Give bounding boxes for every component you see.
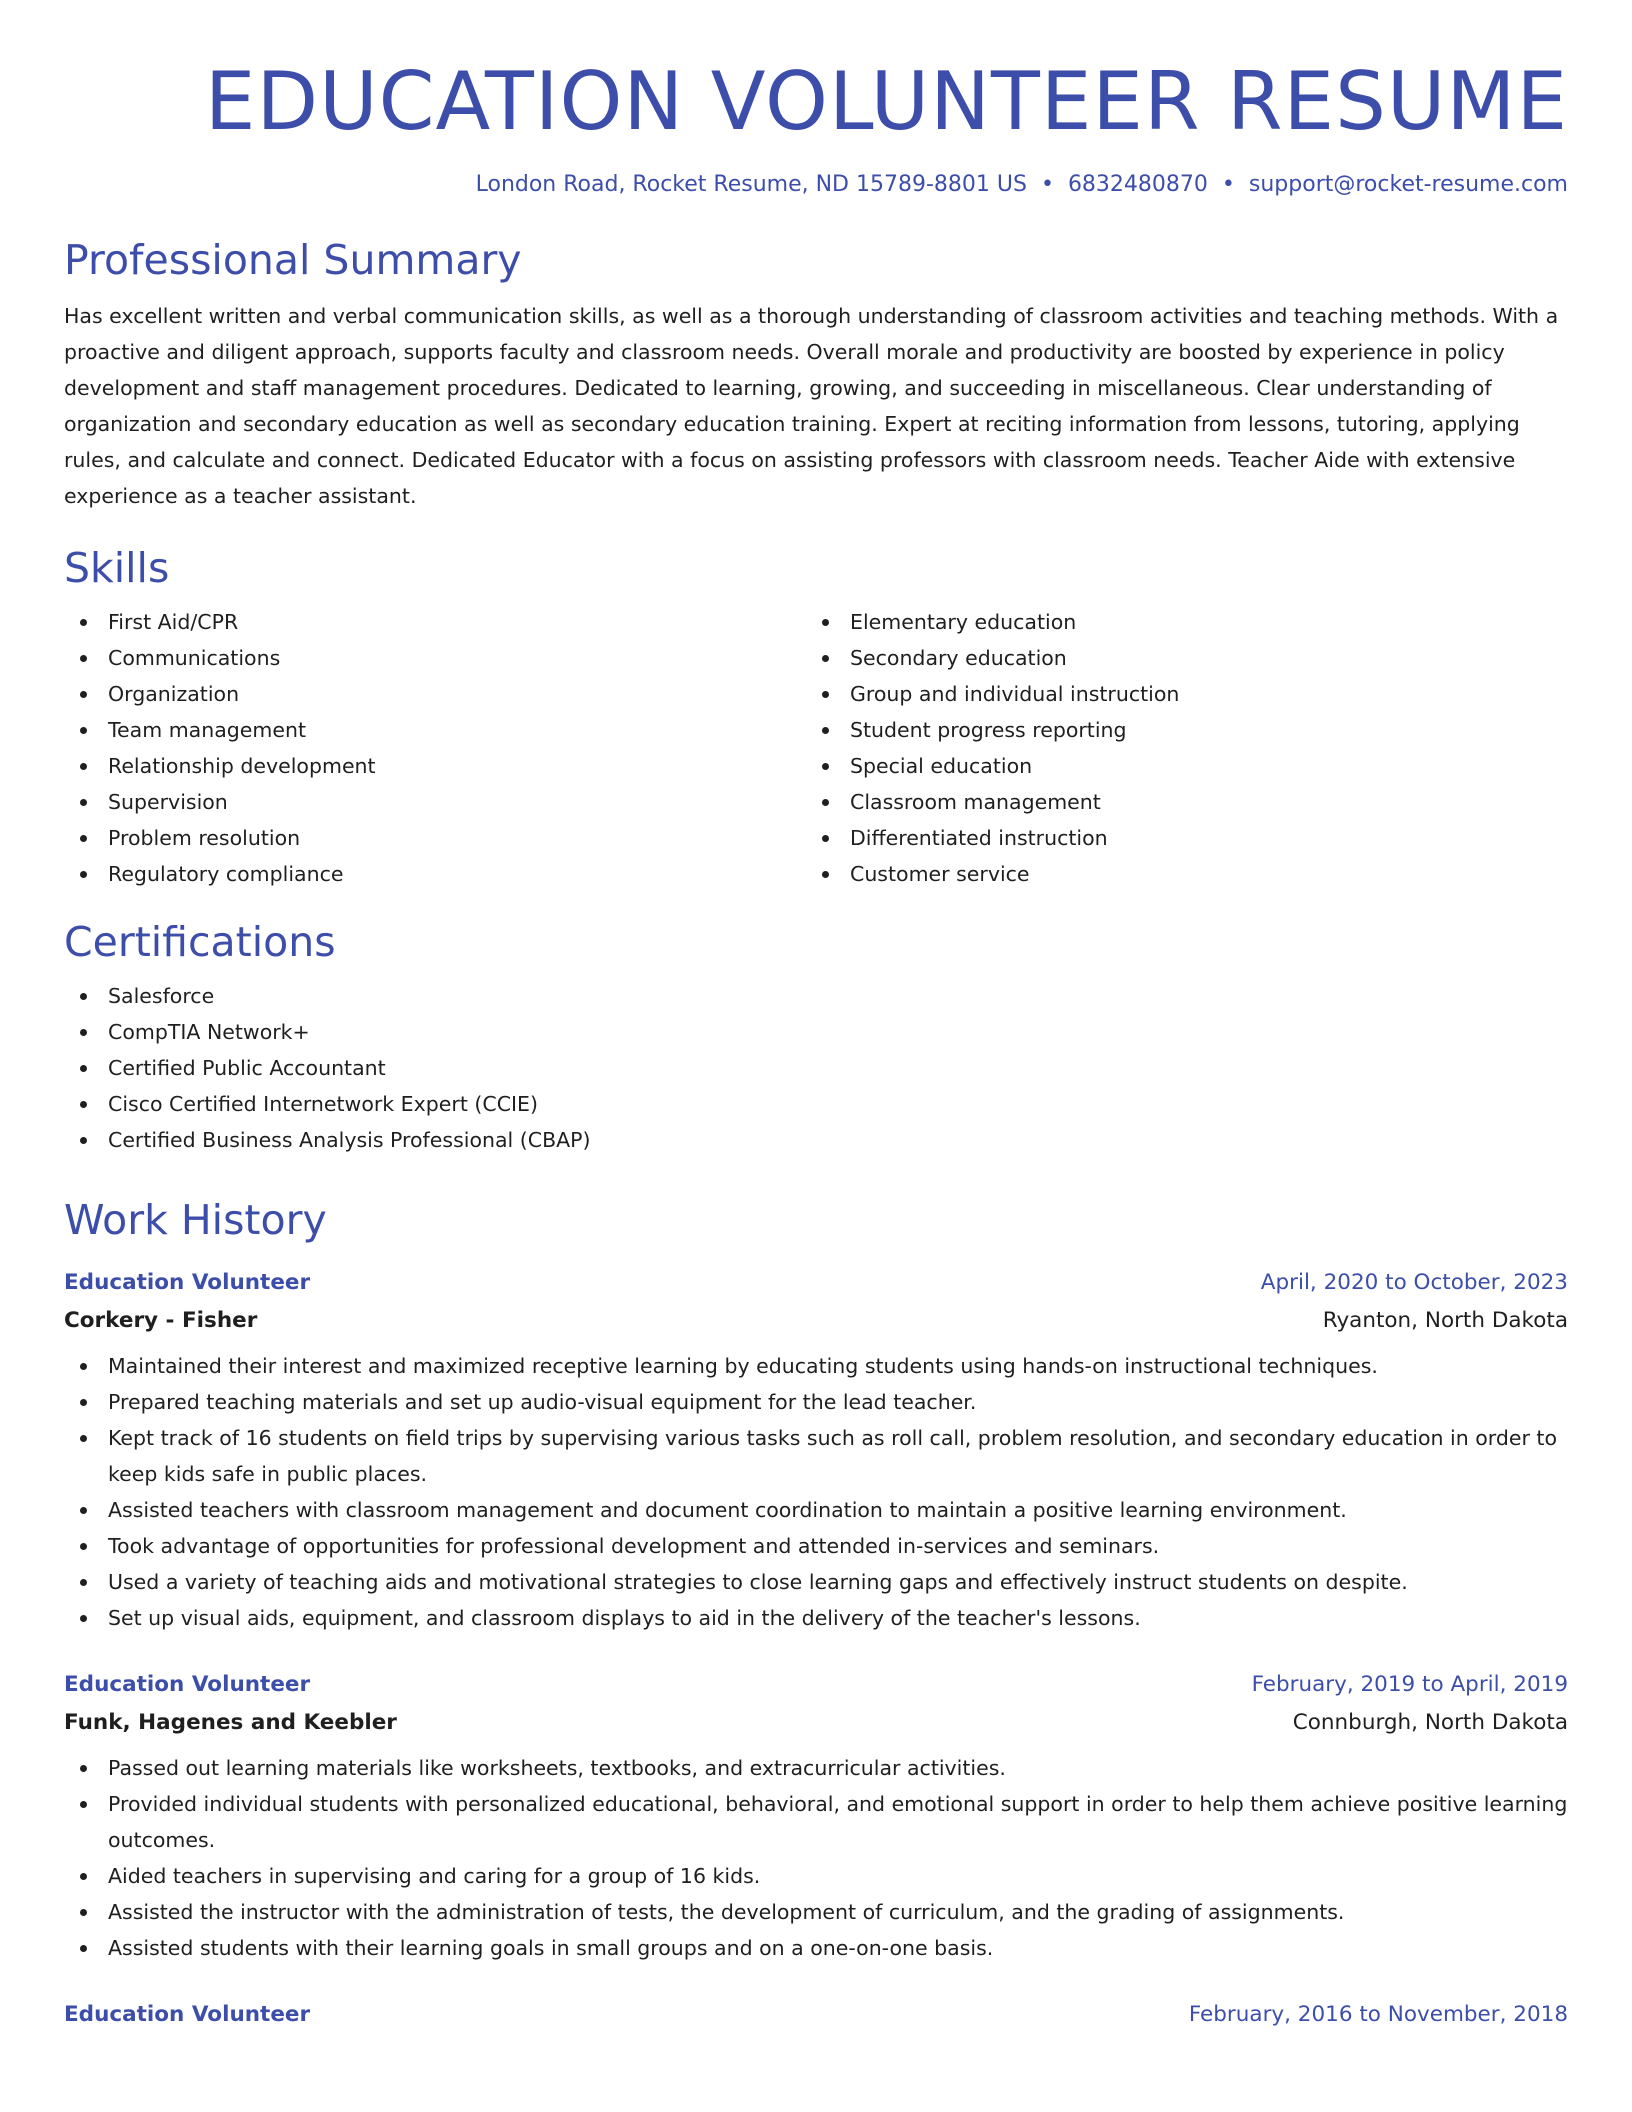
skill-item: Differentiated instruction	[806, 820, 1548, 856]
skill-item: Team management	[64, 712, 806, 748]
job-bullet: Assisted teachers with classroom management and document coordination to maintain a positive learning environment.	[64, 1492, 1568, 1528]
contact-line	[64, 170, 1568, 200]
job-subheader	[64, 1708, 1568, 1738]
contact-separator: •	[1040, 172, 1054, 197]
work-history-heading: Work History	[64, 1196, 327, 1244]
job-title: Education Volunteer	[64, 1270, 311, 1295]
contact-address: London Road, Rocket Resume, ND 15789-8801 US	[475, 172, 1027, 197]
skill-item: Organization	[64, 676, 806, 712]
skills-heading: Skills	[64, 544, 170, 592]
skill-item: Problem resolution	[64, 820, 806, 856]
certification-item: Certified Public Accountant	[64, 1050, 1568, 1086]
job-company: Corkery - Fisher	[64, 1308, 258, 1333]
skill-item: Student progress reporting	[806, 712, 1548, 748]
certifications-heading: Certifications	[64, 918, 336, 966]
certification-item: Cisco Certified Internetwork Expert (CCIE)	[64, 1086, 1568, 1122]
contact-separator: •	[1221, 172, 1235, 197]
certifications-list	[64, 978, 1568, 1158]
job-entry	[64, 1670, 1568, 1966]
skill-item: Special education	[806, 748, 1548, 784]
resume-page	[64, 0, 1568, 2030]
contact-phone: 6832480870	[1067, 172, 1208, 197]
job-bullet: Maintained their interest and maximized receptive learning by educating students using hands-on instructional techniques.	[64, 1348, 1568, 1384]
job-bullet: Set up visual aids, equipment, and classroom displays to aid in the delivery of the teacher's lessons.	[64, 1600, 1568, 1636]
skill-item: Communications	[64, 640, 806, 676]
job-bullet: Provided individual students with personalized educational, behavioral, and emotional support in order to help them achieve positive learning outcomes.	[64, 1786, 1568, 1858]
resume-title: EDUCATION VOLUNTEER RESUME	[204, 55, 1568, 148]
job-entry	[64, 2000, 1568, 2030]
skill-item: Customer service	[806, 856, 1548, 892]
summary-heading: Professional Summary	[64, 236, 522, 284]
job-dates: February, 2019 to April, 2019	[1251, 1672, 1568, 1697]
job-header	[64, 1268, 1568, 1298]
job-title: Education Volunteer	[64, 1672, 311, 1697]
job-dates: February, 2016 to November, 2018	[1188, 2002, 1568, 2027]
skill-item: Classroom management	[806, 784, 1548, 820]
job-subheader	[64, 1306, 1568, 1336]
skill-item: Group and individual instruction	[806, 676, 1548, 712]
job-bullet: Assisted students with their learning goals in small groups and on a one-on-one basis.	[64, 1930, 1568, 1966]
skill-item: Relationship development	[64, 748, 806, 784]
contact-email[interactable]: support@rocket-resume.com	[1248, 172, 1568, 197]
skill-item: Regulatory compliance	[64, 856, 806, 892]
skill-item: First Aid/CPR	[64, 604, 806, 640]
job-location: Connburgh, North Dakota	[1292, 1710, 1568, 1735]
job-bullet: Aided teachers in supervising and caring for a group of 16 kids.	[64, 1858, 1568, 1894]
job-title: Education Volunteer	[64, 2002, 311, 2027]
job-dates: April, 2020 to October, 2023	[1260, 1270, 1568, 1295]
job-bullet: Assisted the instructor with the administration of tests, the development of curriculum, and the grading of assignments.	[64, 1894, 1568, 1930]
skill-item: Secondary education	[806, 640, 1548, 676]
job-bullets	[64, 1348, 1568, 1636]
certification-item: Certified Business Analysis Professional (CBAP)	[64, 1122, 1568, 1158]
summary-text: Has excellent written and verbal communication skills, as well as a thorough understanding of classroom activities and teaching methods. With a proactive and diligent approach, supports faculty and classroom needs. Overall morale and productivity are boosted by experience in policy development and staff management procedures. Dedicated to learning, growing, and succeeding in miscellaneous. Clear understanding of organization and secondary education as well as secondary education training. Expert at reciting information from lessons, tutoring, applying rules, and calculate and connect. Dedicated Educator with a focus on assisting professors with classroom needs. Teacher Aide with extensive experience as a teacher assistant.	[64, 304, 1559, 508]
skills-list-left	[64, 604, 806, 892]
skill-item: Supervision	[64, 784, 806, 820]
skill-item: Elementary education	[806, 604, 1548, 640]
job-location: Ryanton, North Dakota	[1322, 1308, 1568, 1333]
job-header	[64, 2000, 1568, 2030]
job-entry	[64, 1268, 1568, 1636]
skills-columns	[64, 604, 1568, 892]
job-bullet: Kept track of 16 students on field trips by supervising various tasks such as roll call, problem resolution, and secondary education in order to keep kids safe in public places.	[64, 1420, 1568, 1492]
job-header	[64, 1670, 1568, 1700]
job-bullet: Took advantage of opportunities for professional development and attended in-services and seminars.	[64, 1528, 1568, 1564]
job-company: Funk, Hagenes and Keebler	[64, 1710, 397, 1735]
job-bullet: Passed out learning materials like worksheets, textbooks, and extracurricular activities.	[64, 1750, 1568, 1786]
job-bullets	[64, 1750, 1568, 1966]
certification-item: Salesforce	[64, 978, 1568, 1014]
job-bullet: Used a variety of teaching aids and motivational strategies to close learning gaps and effectively instruct students on despite.	[64, 1564, 1568, 1600]
job-bullet: Prepared teaching materials and set up audio-visual equipment for the lead teacher.	[64, 1384, 1568, 1420]
certification-item: CompTIA Network+	[64, 1014, 1568, 1050]
skills-list-right	[806, 604, 1548, 892]
